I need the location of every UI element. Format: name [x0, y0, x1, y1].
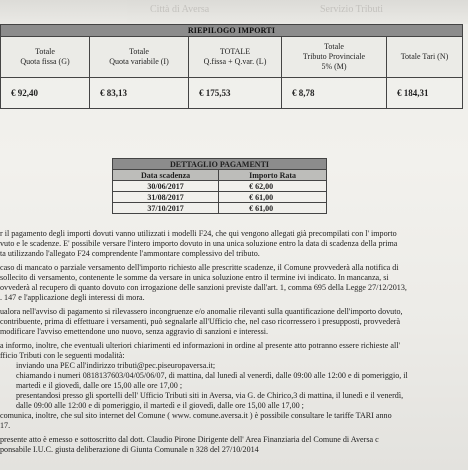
table-row — [113, 203, 327, 214]
text-line-sportelli: presentandosi presso gli sportelli dell' Ufficio Tributi siti in Aversa, via G. de Chirico,3 di mattina, il lunedì e il venerdì, — [16, 391, 404, 400]
rata-date: 30/06/2017 — [113, 181, 219, 192]
text-line: r il pagamento degli importi dovuti vanno utilizzati i modelli F24, che qui vengono allegati già precompilati con l' importo — [0, 229, 397, 238]
rata-amount: € 61,00 — [219, 203, 327, 214]
header-importo-rata: Importo Rata — [219, 170, 327, 181]
text-line-pec: inviando una PEC all'indirizzo tributi@pec.piseuropaversa.it; — [16, 361, 216, 370]
text-line: ta utilizzando l'allegato F24 comprendente l'ammontare complessivo del tributo. — [0, 249, 260, 258]
value-quota-variabile: € 83,13 — [90, 78, 189, 109]
dettaglio-table — [112, 158, 327, 214]
dettaglio-header-row — [113, 170, 327, 181]
rata-amount: € 62,00 — [219, 181, 327, 192]
text-line: 17. — [0, 421, 11, 430]
riepilogo-values-row — [1, 78, 463, 109]
rata-date: 31/08/2017 — [113, 192, 219, 203]
paragraph-mancato-versamento — [0, 263, 464, 303]
text-line-phone: chiamando i numeri 0818137603/04/05/06/07, di mattina, dal lunedì al venerdì, dalle 09:00 alle 12:00 e di pomeriggio, il — [16, 371, 408, 380]
rata-amount: € 61,00 — [219, 192, 327, 203]
text-line: fficio Tributi con le seguenti modalità: — [0, 351, 125, 360]
text-line: martedì e il giovedì, dalle ore 15,00 alle ore 17,00 ; — [16, 381, 183, 390]
value-tributo-provinciale: € 8,78 — [282, 78, 387, 109]
faded-header-text-2: Servizio Tributi — [320, 4, 384, 15]
text-line: vuto e le scadenze. E' possibile versare l'intero importo dovuto in una unica soluzione entro la data di scadenza della prima — [0, 239, 398, 248]
text-line: ovvederà al recupero di quanto dovuto con irrogazione delle sanzioni previste dall'art. 1, comma 695 della Legge 27/12/2013, — [0, 283, 407, 292]
riepilogo-table — [0, 24, 463, 109]
header-tributo-provinciale: Totale Tributo Provinciale 5% (M) — [282, 37, 387, 78]
paragraph-incongruenze — [0, 307, 464, 337]
text-line: a informo, inoltre, che eventuali ulteriori chiarimenti ed informazioni in ordine al presente atto potranno essere richieste all' — [0, 341, 400, 350]
paragraph-chiarimenti — [0, 341, 464, 431]
text-line: contribuente, prima di effettuare i versamenti, può segnalarle all'Ufficio che, nel caso ricorressero i presupposti, provvederà — [0, 317, 401, 326]
faded-header — [0, 0, 468, 24]
header-totale-tari: Totale Tari (N) — [387, 37, 463, 78]
paragraph-firma — [0, 435, 464, 455]
text-line: sollecito di versamento, contenente le somme da versare in unica soluzione entro il termine ivi indicato. In mancanza, si — [0, 273, 389, 282]
riepilogo-title: RIEPILOGO IMPORTI — [1, 25, 463, 37]
header-data-scadenza: Data scadenza — [113, 170, 219, 181]
text-line: . 147 e l'applicazione degli interessi di mora. — [0, 293, 145, 302]
table-row — [113, 181, 327, 192]
riepilogo-header-row — [1, 37, 463, 78]
header-quota-fissa: Totale Quota fissa (G) — [1, 37, 90, 78]
rata-date: 37/10/2017 — [113, 203, 219, 214]
value-totale: € 175,53 — [189, 78, 282, 109]
text-line: ualora nell'avviso di pagamento si rilevassero incongruenze e/o anomalie rilevanti sulla quantificazione dell'importo dovuto, — [0, 307, 403, 316]
faded-header-text-1: Città di Aversa — [150, 4, 210, 15]
table-row — [113, 192, 327, 203]
text-line-website: comunica, inoltre, che sul sito internet del Comune ( www. comune.aversa.it ) è possibile consultare le tariffe TARI anno — [0, 411, 392, 420]
value-totale-tari: € 184,31 — [387, 78, 463, 109]
dettaglio-title: DETTAGLIO PAGAMENTI — [113, 159, 327, 170]
paragraph-pagamento — [0, 229, 464, 259]
value-quota-fissa: € 92,40 — [1, 78, 90, 109]
text-line: ponsabile I.U.C. giusta deliberazione di Giunta Comunale n 328 del 27/10/2014 — [0, 445, 259, 454]
body-text — [0, 229, 464, 459]
text-line: dalle 09:00 alle 12:00 e di pomeriggio, il martedì e il giovedì, dalle ore 15,00 alle 17,00 ; — [16, 401, 304, 410]
text-line: modificare l'avviso emettendone uno nuovo, senza aggravio di sanzioni e interessi. — [0, 327, 269, 336]
header-quota-variabile: Totale Quota variabile (I) — [90, 37, 189, 78]
text-line: caso di mancato o parziale versamento dell'importo richiesto alle prescritte scadenze, il Comune provvederà alla notifica di — [0, 263, 399, 272]
header-totale: TOTALE Q.fissa + Q.var. (L) — [189, 37, 282, 78]
text-line: presente atto è emesso e sottoscritto dal dott. Claudio Pirone Dirigente dell' Area Finanziaria del Comune di Aversa c — [0, 435, 379, 444]
